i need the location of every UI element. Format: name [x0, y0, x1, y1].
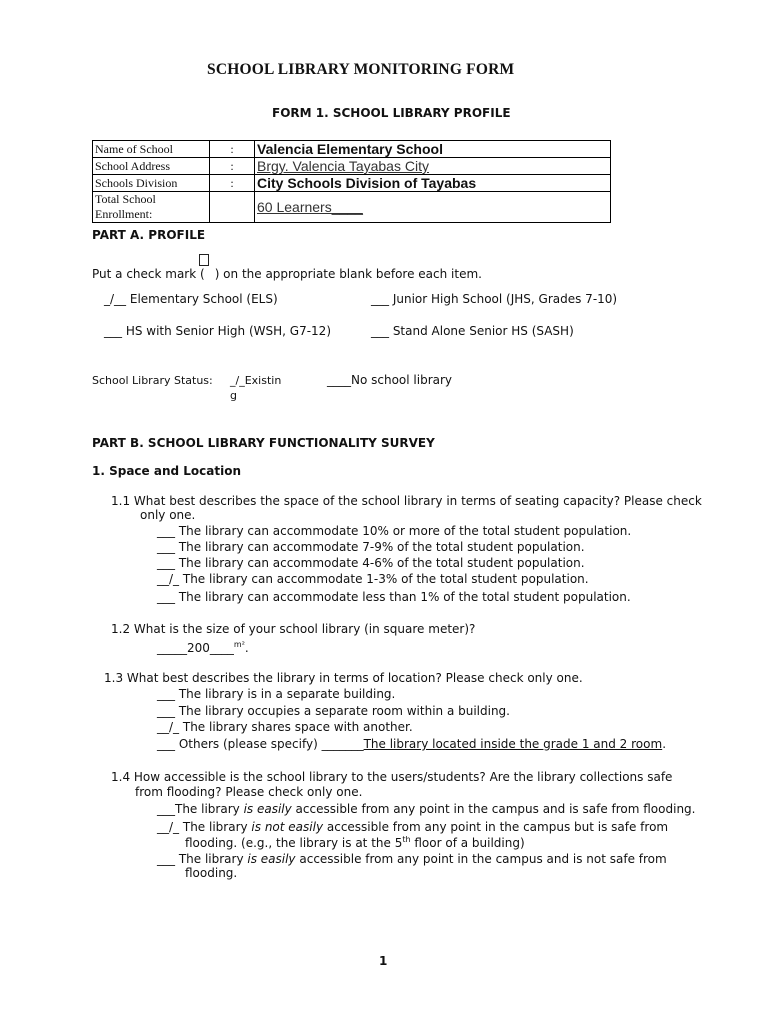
- form-subtitle: FORM 1. SCHOOL LIBRARY PROFILE: [272, 106, 511, 120]
- schools-division-value: City Schools Division of Tayabas: [255, 175, 611, 192]
- table-row: [93, 158, 611, 175]
- list-item: ___ The library can accommodate 7-9% of the total student population.: [157, 540, 585, 554]
- enrollment-value: 60 Learners____: [255, 192, 611, 223]
- option-els: _/__ Elementary School (ELS): [104, 292, 278, 306]
- section-space-location: 1. Space and Location: [92, 464, 241, 478]
- table-row: [93, 141, 611, 158]
- status-none: ____No school library: [327, 373, 453, 387]
- option-wsh: ___ HS with Senior High (WSH, G7-12): [104, 324, 331, 338]
- table-row: [93, 192, 611, 223]
- question-1-2: 1.2 What is the size of your school library (in square meter)?: [111, 622, 476, 636]
- question-1-4-cont: from flooding? Please check only one.: [135, 785, 363, 799]
- row-label: Schools Division: [93, 175, 210, 192]
- row-colon: :: [210, 141, 255, 158]
- list-item: ___ The library can accommodate 4-6% of the total student population.: [157, 556, 585, 570]
- option-jhs: ___ Junior High School (JHS, Grades 7-10): [371, 292, 618, 306]
- question-1-1: 1.1 What best describes the space of the school library in terms of seating capacity? Please check: [111, 494, 702, 508]
- list-item: ___ The library can accommodate 10% or more of the total student population.: [157, 524, 632, 538]
- list-item: ___ The library is in a separate building.: [157, 687, 396, 701]
- question-1-4: 1.4 How accessible is the school library to the users/students? Are the library collections safe: [111, 770, 673, 784]
- list-item: __/_ The library can accommodate 1-3% of the total student population.: [157, 572, 589, 586]
- list-item: ___ The library can accommodate less than 1% of the total student population.: [157, 590, 631, 604]
- list-item: ___The library is easily accessible from any point in the campus and is safe from flooding.: [157, 802, 696, 816]
- school-address-value: Brgy. Valencia Tayabas City: [255, 158, 611, 175]
- page-number: 1: [379, 954, 388, 968]
- status-existing: _/_Existin: [230, 374, 282, 387]
- row-label: Total School Enrollment:: [93, 192, 210, 223]
- list-item-cont: flooding.: [185, 866, 238, 880]
- row-colon: [210, 192, 255, 223]
- library-status-label: School Library Status:: [92, 374, 213, 387]
- row-colon: :: [210, 158, 255, 175]
- library-size-answer: _____200____$^{m^2}$.: [157, 640, 249, 655]
- table-row: [93, 175, 611, 192]
- school-profile-table: [92, 140, 611, 223]
- row-label: Name of School: [93, 141, 210, 158]
- option-sash: ___ Stand Alone Senior HS (SASH): [371, 324, 574, 338]
- status-existing-wrap: g: [230, 389, 237, 402]
- row-colon: :: [210, 175, 255, 192]
- question-1-1-cont: only one.: [140, 508, 196, 522]
- form-title: SCHOOL LIBRARY MONITORING FORM: [207, 61, 515, 78]
- list-item: ___ Others (please specify) _______The library located inside the grade 1 and 2 room.: [157, 737, 667, 751]
- list-item: ___ The library occupies a separate room within a building.: [157, 704, 510, 718]
- row-label: School Address: [93, 158, 210, 175]
- part-a-heading: PART A. PROFILE: [92, 228, 206, 242]
- school-name-value: Valencia Elementary School: [255, 141, 611, 158]
- part-b-heading: PART B. SCHOOL LIBRARY FUNCTIONALITY SURVEY: [92, 436, 435, 450]
- instruction-text: Put a check mark ( ) on the appropriate blank before each item.: [92, 267, 482, 281]
- question-1-3: 1.3 What best describes the library in terms of location? Please check only one.: [104, 671, 583, 685]
- list-item-cont: flooding. (e.g., the library is at the 5th floor of a building): [185, 835, 525, 850]
- list-item: ___ The library is easily accessible from any point in the campus and is not safe from: [157, 852, 667, 866]
- list-item: __/_ The library is not easily accessible from any point in the campus but is safe from: [157, 820, 669, 834]
- list-item: __/_ The library shares space with another.: [157, 720, 413, 734]
